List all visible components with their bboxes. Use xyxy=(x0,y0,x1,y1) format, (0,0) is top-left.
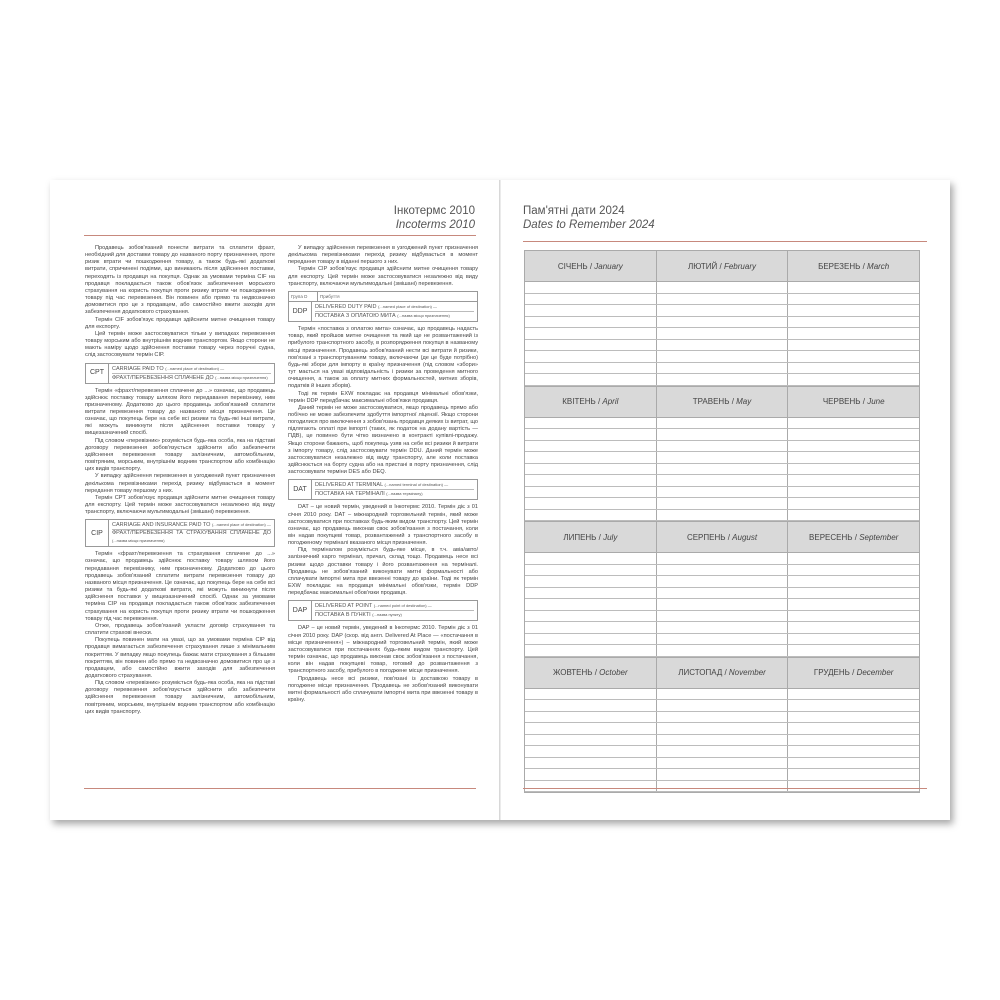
term-ua-note: (...назва місця призначення) xyxy=(112,538,165,544)
date-entry-cell[interactable] xyxy=(525,712,657,723)
left-page-header xyxy=(394,204,475,232)
date-entry-cell[interactable] xyxy=(788,510,919,521)
date-entry-cell[interactable] xyxy=(525,588,657,599)
term-code: CPT xyxy=(86,364,109,383)
month-name-en: August xyxy=(732,532,758,542)
calendar-entry-row xyxy=(525,498,919,510)
date-entry-cell[interactable] xyxy=(657,611,789,622)
date-entry-cell[interactable] xyxy=(788,700,919,711)
date-entry-cell[interactable] xyxy=(525,553,657,564)
left-footer-rule xyxy=(84,788,476,789)
date-entry-cell[interactable] xyxy=(788,282,919,293)
date-entry-cell[interactable] xyxy=(525,317,657,328)
paragraph: Під словом «перевізник» розуміється будь-яка особа, яка на підставі договору перевезення зобов'язується здійснити або забезпечити здійснення перевезення товару залізничним, автомобільним, повітряним, морським, внутрішнім водним транспортом або комбінацію цих видів транспорту. xyxy=(85,437,275,473)
date-entry-cell[interactable] xyxy=(525,282,657,293)
month-header: ВЕРЕСЕНЬ / September xyxy=(809,532,899,542)
date-entry-cell[interactable] xyxy=(788,689,919,700)
text-column-1 xyxy=(85,245,275,716)
term-code: DAT xyxy=(289,480,312,499)
calendar-quarter xyxy=(524,386,920,522)
term-en: CARRIAGE PAID TO xyxy=(112,365,164,372)
month-name-en: June xyxy=(867,397,885,406)
date-entry-cell[interactable] xyxy=(525,340,657,351)
date-entry-cell[interactable] xyxy=(525,622,657,633)
calendar-entry-row xyxy=(525,294,919,306)
date-entry-cell[interactable] xyxy=(525,351,657,362)
month-name-ua: ЛИПЕНЬ xyxy=(563,532,597,542)
term-ua-note: (...назва пункту) xyxy=(372,612,402,618)
dates-calendar xyxy=(524,250,920,793)
date-entry-cell[interactable] xyxy=(657,634,789,645)
term-en-note: (...named place of destination) — xyxy=(211,522,271,528)
term-en-note: (...named place of destination) — xyxy=(165,365,225,371)
term-ua: ФРАХТ/ПЕРЕВЕЗЕННЯ СПЛАЧЕНЕ ДО xyxy=(112,374,214,381)
paragraph: Під словом «перевізник» розуміється будь-яка особа, яка на підставі договору перевезення зобов'язується здійснити або забезпечити здійснення перевезення товару залізничним, автомобільним, повітряним, морським, внутрішнім водним транспортом або комбінацію цих видів транспорту. xyxy=(85,680,275,715)
right-page-title: Пам'ятні дати 2024 xyxy=(523,205,625,217)
date-entry-cell[interactable] xyxy=(657,351,789,362)
date-entry-cell[interactable] xyxy=(788,328,919,339)
calendar-entry-row xyxy=(525,769,919,781)
quarter-month-header-row xyxy=(525,387,919,418)
date-entry-cell[interactable] xyxy=(788,441,919,452)
date-entry-cell[interactable] xyxy=(788,351,919,362)
month-header: ТРАВЕНЬ / May xyxy=(657,387,789,417)
date-entry-cell[interactable] xyxy=(525,452,657,463)
term-code: DDP xyxy=(289,302,312,321)
month-header: КВІТЕНЬ / April xyxy=(525,387,657,417)
month-name-en: November xyxy=(728,668,766,677)
calendar-entry-row xyxy=(525,565,919,577)
term-ua: ПОСТАВКА В ПУНКТІ xyxy=(315,612,371,619)
date-entry-cell[interactable] xyxy=(788,294,919,305)
month-name-en: July xyxy=(603,532,618,542)
date-entry-cell[interactable] xyxy=(788,498,919,509)
date-entry-cell[interactable] xyxy=(788,746,919,757)
date-entry-cell[interactable] xyxy=(788,565,919,576)
text-column-2 xyxy=(288,245,478,704)
month-name-ua: ЧЕРВЕНЬ xyxy=(822,397,861,406)
calendar-entry-row xyxy=(525,305,919,317)
date-entry-cell[interactable] xyxy=(788,464,919,475)
date-entry-cell[interactable] xyxy=(525,429,657,440)
date-entry-cell[interactable] xyxy=(657,565,789,576)
paragraph: Отже, продавець зобов'язаний укласти договір страхування та сплатити страхові внески. xyxy=(85,622,275,637)
calendar-entry-row xyxy=(525,611,919,623)
month-name-ua: СІЧЕНЬ xyxy=(557,261,588,271)
calendar-entry-row xyxy=(525,700,919,712)
calendar-entry-row xyxy=(525,735,919,747)
date-entry-cell[interactable] xyxy=(657,317,789,328)
date-entry-cell[interactable] xyxy=(788,429,919,440)
term-code: CIP xyxy=(86,520,109,546)
month-name-en: May xyxy=(736,397,752,406)
date-entry-cell[interactable] xyxy=(657,588,789,599)
date-entry-cell[interactable] xyxy=(657,622,789,633)
term-en-note: (...named terminal of destination) — xyxy=(384,482,449,488)
calendar-quarter xyxy=(524,521,920,657)
calendar-entry-row xyxy=(525,363,919,375)
date-entry-cell[interactable] xyxy=(657,294,789,305)
calendar-entry-row xyxy=(525,781,919,793)
calendar-entry-row xyxy=(525,351,919,363)
paragraph: Даний термін не може застосовуватися, якщо продавець прямо або побічно не може забезпечити здобуття імпортної ліцензії. Якщо сторони погодилися про виключення з зобов'язань продавця деяких із витрат, що підлягають оплаті при імпорті (таких, як податок на додану вартість — ПДВ), це повинно бути чітко визначено в контракті купівлі-продажу. Якщо сторони бажають, щоб покупець узяв на себе всі ризики й витрати з імпорту товару, слід застосовувати термін DDU. Даний термін може застосовуватися незалежно від виду транспорту, але коли поставка здійснюється на борту судна або на пристані в порту призначення, слід застосовувати терміни DES або DEQ. xyxy=(288,404,478,476)
date-entry-cell[interactable] xyxy=(525,464,657,475)
calendar-entry-row xyxy=(525,340,919,352)
date-entry-cell[interactable] xyxy=(657,340,789,351)
left-page-title: Інкотермс 2010 xyxy=(393,205,475,217)
term-en: DELIVERED DUTY PAID xyxy=(315,304,377,311)
date-entry-cell[interactable] xyxy=(788,418,919,429)
month-name-en: December xyxy=(856,668,894,677)
date-entry-cell[interactable] xyxy=(525,781,657,792)
date-entry-cell[interactable] xyxy=(788,769,919,780)
date-entry-cell[interactable] xyxy=(788,622,919,633)
calendar-entry-row xyxy=(525,464,919,476)
date-entry-cell[interactable] xyxy=(525,294,657,305)
month-name-en: April xyxy=(602,397,619,406)
date-entry-cell[interactable] xyxy=(657,712,789,723)
term-box-dap xyxy=(288,600,478,621)
paragraph: Термін «поставка з оплатою мита» означає, що продавець надасть товар, який пройшов митне очищення та який ще не розвантажений із прибулого транспортного засобу, в розпорядження покупця в названому місці призначення. Продавець зобов'язаний нести всі витрати й ризики, пов'язані з транспортуванням товару, включаючи (де це буде потрібно) будь-які збори для імпорту в країну призначення (під словом «збори» тут мається на увазі відповідальність і ризики за проведення митного очищення, а також за оплату митних формальностей, митних зборів, податків й інших зборів). xyxy=(288,326,478,390)
right-page-subtitle: Dates to Remember 2024 xyxy=(523,219,655,231)
calendar-entry-row xyxy=(525,441,919,453)
date-entry-cell[interactable] xyxy=(525,363,657,374)
left-header-rule xyxy=(84,235,476,236)
calendar-entry-row xyxy=(525,599,919,611)
date-entry-cell[interactable] xyxy=(788,723,919,734)
date-entry-cell[interactable] xyxy=(657,498,789,509)
date-entry-cell[interactable] xyxy=(657,475,789,486)
diary-spread xyxy=(50,180,950,820)
month-header: ЖОВТЕНЬ / October xyxy=(525,658,657,688)
month-header: ЛИСТОПАД / November xyxy=(657,658,789,688)
paragraph: Термін CIP зобов'язує продавця здійснити митне очищення товару для експорту. Цей термін може застосовуватися незалежно від виду транспорту, включаючи мультимодальні (змішані) перевезення. xyxy=(288,266,478,287)
date-entry-cell[interactable] xyxy=(657,689,789,700)
date-entry-cell[interactable] xyxy=(525,634,657,645)
date-entry-cell[interactable] xyxy=(657,645,789,656)
calendar-entry-row xyxy=(525,510,919,522)
calendar-bottom-border xyxy=(524,792,920,793)
calendar-entry-row xyxy=(525,712,919,724)
date-entry-cell[interactable] xyxy=(657,576,789,587)
month-name-ua: ГРУДЕНЬ xyxy=(813,668,850,677)
term-en: CARRIAGE AND INSURANCE PAID TO xyxy=(112,522,211,529)
term-box-cpt xyxy=(85,363,275,384)
term-ua: ПОСТАВКА З ОПЛАТОЮ МИТА xyxy=(315,313,396,320)
calendar-entry-row xyxy=(525,418,919,430)
date-entry-cell[interactable] xyxy=(657,700,789,711)
month-name-ua: ЛИСТОПАД xyxy=(678,668,723,677)
month-name-en: January xyxy=(594,261,623,271)
date-entry-cell[interactable] xyxy=(525,305,657,316)
calendar-entry-row xyxy=(525,723,919,735)
term-ua-note: (...назва місця призначення) xyxy=(397,313,450,319)
paragraph: У випадку здійснення перевезення в узгоджений пункт призначення декількома перевізниками перехід ризику відбувається в момент передання товару першому з них. xyxy=(85,473,275,494)
date-entry-cell[interactable] xyxy=(657,553,789,564)
month-name-ua: ТРАВЕНЬ xyxy=(692,397,730,406)
date-entry-cell[interactable] xyxy=(788,576,919,587)
calendar-entry-row xyxy=(525,588,919,600)
date-entry-cell[interactable] xyxy=(525,689,657,700)
calendar-entry-row xyxy=(525,645,919,657)
date-entry-cell[interactable] xyxy=(657,282,789,293)
month-header: БЕРЕЗЕНЬ / March xyxy=(818,261,890,271)
calendar-entry-row xyxy=(525,317,919,329)
paragraph: У випадку здійснення перевезення в узгоджений пункт призначення декількома перевізниками перехід ризику відбувається в момент передання товару в віданні першого з них. xyxy=(288,245,478,266)
left-page-subtitle: Incoterms 2010 xyxy=(395,219,475,231)
paragraph: Продавець зобов'язаний понести витрати та сплатити фрахт, необхідний для доставки товару до названого порту призначення, проте ризик втрати чи пошкодження товару, а також будь-які додаткові витрати, спричинені подіями, що виникають після здійснення поставки, переходять із продавця на покупця. Однак за умовами терміна CIF на продавця покладається також обов'язок забезпечення морського страхування на користь покупця проти ризику втрати чи пошкодження товару під час перевезення. Він повинен або прямо та недвозначно домовитися про це з продавцем, або самостійно вжити заходів для забезпечення додаткового страхування. xyxy=(85,245,275,316)
calendar-entry-row xyxy=(525,553,919,565)
month-name-ua: СЕРПЕНЬ xyxy=(686,532,726,542)
calendar-entry-row xyxy=(525,475,919,487)
date-entry-cell[interactable] xyxy=(788,758,919,769)
date-entry-cell[interactable] xyxy=(657,328,789,339)
date-entry-cell[interactable] xyxy=(657,429,789,440)
date-entry-cell[interactable] xyxy=(788,781,919,792)
date-entry-cell[interactable] xyxy=(657,487,789,498)
date-entry-cell[interactable] xyxy=(525,746,657,757)
date-entry-cell[interactable] xyxy=(788,487,919,498)
date-entry-cell[interactable] xyxy=(525,723,657,734)
paragraph: Продавець несе всі ризики, пов'язані із доставкою товару в погоджене місце призначення. Продавець не зобов'язаний виконувати митні формальності або сплачувати імпортні мита при ввезенні товару в країну. xyxy=(288,675,478,703)
date-entry-cell[interactable] xyxy=(788,553,919,564)
date-entry-cell[interactable] xyxy=(788,712,919,723)
month-header: ГРУДЕНЬ / December xyxy=(813,668,894,677)
right-page-header xyxy=(523,204,655,232)
date-entry-cell[interactable] xyxy=(657,363,789,374)
paragraph: DAT – це новий термін, уведений в Інкотермс 2010. Термін діє з 01 січня 2010 року. DAT – міжнародний торговельний термін, який може застосовуватися при поставках будь-яким видом транспорту. Цей термін означає, що продавець виконав своє зобов'язання з постачання, коли він надав покупцеві товар, розвантажений з транспортного засобу в погодженому терміналі вказаного місця призначення. xyxy=(288,504,478,547)
term-box-ddp xyxy=(288,291,478,322)
term-en: DELIVERED AT TERMINAL xyxy=(315,482,383,489)
term-ua-note: (...назва терміналу) xyxy=(386,491,423,497)
month-header: СЕРПЕНЬ / August xyxy=(657,522,789,552)
calendar-entry-row xyxy=(525,576,919,588)
month-header: ЧЕРВЕНЬ / June xyxy=(822,397,885,406)
paragraph: Термін CIF зобов'язує продавця здійснити митне очищення товару для експорту. xyxy=(85,316,275,330)
term-en: DELIVERED AT POINT xyxy=(315,603,373,610)
calendar-entry-row xyxy=(525,746,919,758)
term-en-note: (...named point of destination) — xyxy=(373,603,432,609)
month-name-en: September xyxy=(859,532,899,542)
date-entry-cell[interactable] xyxy=(525,475,657,486)
calendar-quarter xyxy=(524,657,920,793)
date-entry-cell[interactable] xyxy=(788,611,919,622)
quarter-month-header-row xyxy=(525,251,919,282)
date-entry-cell[interactable] xyxy=(788,599,919,610)
month-name-en: October xyxy=(599,668,628,677)
calendar-entry-row xyxy=(525,622,919,634)
calendar-entry-row xyxy=(525,689,919,701)
date-entry-cell[interactable] xyxy=(657,441,789,452)
date-entry-cell[interactable] xyxy=(788,305,919,316)
paragraph: Під терміналом розуміється будь-яке місце, в т.ч. авіа/авто/залізничний карго термінал, причал, склад тощо. Продавець несе всі ризики щодо доставки товару і його розвантаження на терміналі. Продавець не зобов'язаний виконувати митні формальності або сплачувати імпортні мита при ввезенні товару до країни. Тоді як термін EXW покладає на продавця мінімальні обов'язки, термін DDP передбачає максимальні обов'язки продавця. xyxy=(288,547,478,597)
term-ua: ПОСТАВКА НА ТЕРМІНАЛІ xyxy=(315,491,385,498)
date-entry-cell[interactable] xyxy=(657,758,789,769)
paragraph: Термін «фрахт/перевезення сплачене до ...» означає, що продавець здійснює поставку товару шляхом його передавання перевізнику, ним призначеному. Додатково до цього продавець зобов'язаний сплатити витрати перевезення товару до названого місця призначення. Це означає, що покупець бере на себе всі ризики та будь-які інші витрати, які можуть виникнути після здійснення поставки товару у вищезазначений спосіб. xyxy=(85,387,275,437)
calendar-entry-row xyxy=(525,328,919,340)
quarter-month-header-row xyxy=(525,522,919,553)
term-code: DAP xyxy=(289,601,312,620)
calendar-entry-row xyxy=(525,374,919,386)
date-entry-cell[interactable] xyxy=(525,487,657,498)
term-box-cip xyxy=(85,519,275,547)
date-entry-cell[interactable] xyxy=(525,565,657,576)
date-entry-cell[interactable] xyxy=(657,781,789,792)
date-entry-cell[interactable] xyxy=(525,498,657,509)
term-ua-note: (...назва місця призначення) xyxy=(215,374,268,380)
left-page xyxy=(50,180,500,820)
month-name-ua: ВЕРЕСЕНЬ xyxy=(809,532,853,542)
paragraph: Термін CPT зобов'язує продавця здійснити митне очищення товару для експорту. Цей термін може застосовуватися незалежно від виду транспорту, включаючи мультимодальні (змішані) перевезення. xyxy=(85,494,275,516)
date-entry-cell[interactable] xyxy=(525,599,657,610)
date-entry-cell[interactable] xyxy=(788,317,919,328)
date-entry-cell[interactable] xyxy=(788,645,919,656)
date-entry-cell[interactable] xyxy=(788,634,919,645)
date-entry-cell[interactable] xyxy=(657,374,789,385)
date-entry-cell[interactable] xyxy=(657,735,789,746)
date-entry-cell[interactable] xyxy=(525,758,657,769)
date-entry-cell[interactable] xyxy=(657,510,789,521)
date-entry-cell[interactable] xyxy=(525,735,657,746)
date-entry-cell[interactable] xyxy=(788,340,919,351)
term-en-note: (...named place of destination) — xyxy=(378,304,437,310)
date-entry-cell[interactable] xyxy=(788,374,919,385)
calendar-quarter xyxy=(524,250,920,386)
term-group-header: Група D xyxy=(289,292,318,301)
term-ua: ФРАХТ/ПЕРЕВЕЗЕННЯ ТА СТРАХУВАННЯ СПЛАЧЕНЕ ДО xyxy=(112,530,271,537)
date-entry-cell[interactable] xyxy=(525,645,657,656)
quarter-month-header-row xyxy=(525,658,919,689)
month-header: ЛЮТИЙ / February xyxy=(657,251,789,281)
date-entry-cell[interactable] xyxy=(525,700,657,711)
date-entry-cell[interactable] xyxy=(525,611,657,622)
month-name-en: February xyxy=(723,261,756,271)
paragraph: Термін «фрахт/перевезення та страхування сплачене до ...» означає, що продавець здійснює поставку товару шляхом його передавання перевізнику, ним призначеному. Додатково до цього продавець зобов'язаний сплатити витрати перевезення товару до названого місця призначення. Це означає, що покупець бере на себе всі ризики та будь-які додаткові витрати, які можуть виникнути після здійснення поставки у вищезазначений спосіб. Однак за умовами терміна CIP на продавця покладається також обов'язок забезпечення страхування на користь покупця проти ризику втрати чи пошкодження товару під час перевезення. xyxy=(85,551,275,622)
date-entry-cell[interactable] xyxy=(525,328,657,339)
date-entry-cell[interactable] xyxy=(788,475,919,486)
month-name-ua: ЛЮТИЙ xyxy=(688,261,718,271)
date-entry-cell[interactable] xyxy=(657,746,789,757)
date-entry-cell[interactable] xyxy=(788,588,919,599)
paragraph: Покупець повинен мати на увазі, що за умовами терміна CIP від продавця вимагається забезпечення страхування лише з мінімальним покриттям. У випадку якщо покупець бажає мати страхування з більшим покриттям, він повинен або прямо та недвозначно домовитися про це з продавцем, або самостійно вжити заходів для забезпечення додаткового страхування. xyxy=(85,637,275,679)
right-header-rule xyxy=(523,241,927,242)
calendar-entry-row xyxy=(525,758,919,770)
calendar-entry-row xyxy=(525,429,919,441)
date-entry-cell[interactable] xyxy=(788,735,919,746)
date-entry-cell[interactable] xyxy=(657,723,789,734)
date-entry-cell[interactable] xyxy=(657,769,789,780)
month-name-ua: КВІТЕНЬ xyxy=(562,397,596,406)
date-entry-cell[interactable] xyxy=(525,418,657,429)
date-entry-cell[interactable] xyxy=(657,452,789,463)
term-box-dat xyxy=(288,479,478,500)
month-header: СІЧЕНЬ / January xyxy=(525,251,657,281)
date-entry-cell[interactable] xyxy=(788,452,919,463)
date-entry-cell[interactable] xyxy=(657,464,789,475)
date-entry-cell[interactable] xyxy=(525,576,657,587)
calendar-entry-row xyxy=(525,452,919,464)
calendar-entry-row xyxy=(525,487,919,499)
right-page xyxy=(501,180,950,820)
date-entry-cell[interactable] xyxy=(657,305,789,316)
date-entry-cell[interactable] xyxy=(525,441,657,452)
date-entry-cell[interactable] xyxy=(788,363,919,374)
right-footer-rule xyxy=(523,788,927,789)
month-name-en: March xyxy=(867,261,890,271)
paragraph: DAP – це новий термін, уведений в Інкотермс 2010. Термін діє з 01 січня 2010 року. DAP (скор. від англ. Delivered At Place — «постачання в місце призначення») – міжнародний торговельний термін, який може застосовуватися при постачаннях будь-яким видом транспорту. Цей термін означає, що продавець виконав своє зобов'язання з постачання, коли він надав покупцеві товар, готовий до розвантаження з транспортного засобу, прибулого в погоджене місце призначення. xyxy=(288,625,478,675)
month-name-ua: БЕРЕЗЕНЬ xyxy=(818,261,861,271)
date-entry-cell[interactable] xyxy=(525,769,657,780)
term-group-caption: Прибуття xyxy=(320,293,340,299)
calendar-entry-row xyxy=(525,634,919,646)
date-entry-cell[interactable] xyxy=(525,510,657,521)
date-entry-cell[interactable] xyxy=(657,418,789,429)
calendar-entry-row xyxy=(525,282,919,294)
paragraph: Тоді як термін EXW покладає на продавця мінімальні обов'язки, термін DDP передбачає максимальні обов'язки продавця. xyxy=(288,390,478,404)
month-name-ua: ЖОВТЕНЬ xyxy=(553,668,593,677)
paragraph: Цей термін може застосовуватися тільки у випадках перевезення товару морським або внутрішнім водним транспортом. Якщо сторони не мають наміру щодо здійснення поставки товару через поручні судна, слід застосовувати термін CIP. xyxy=(85,330,275,359)
month-header: ЛИПЕНЬ / July xyxy=(525,522,657,552)
date-entry-cell[interactable] xyxy=(525,374,657,385)
date-entry-cell[interactable] xyxy=(657,599,789,610)
